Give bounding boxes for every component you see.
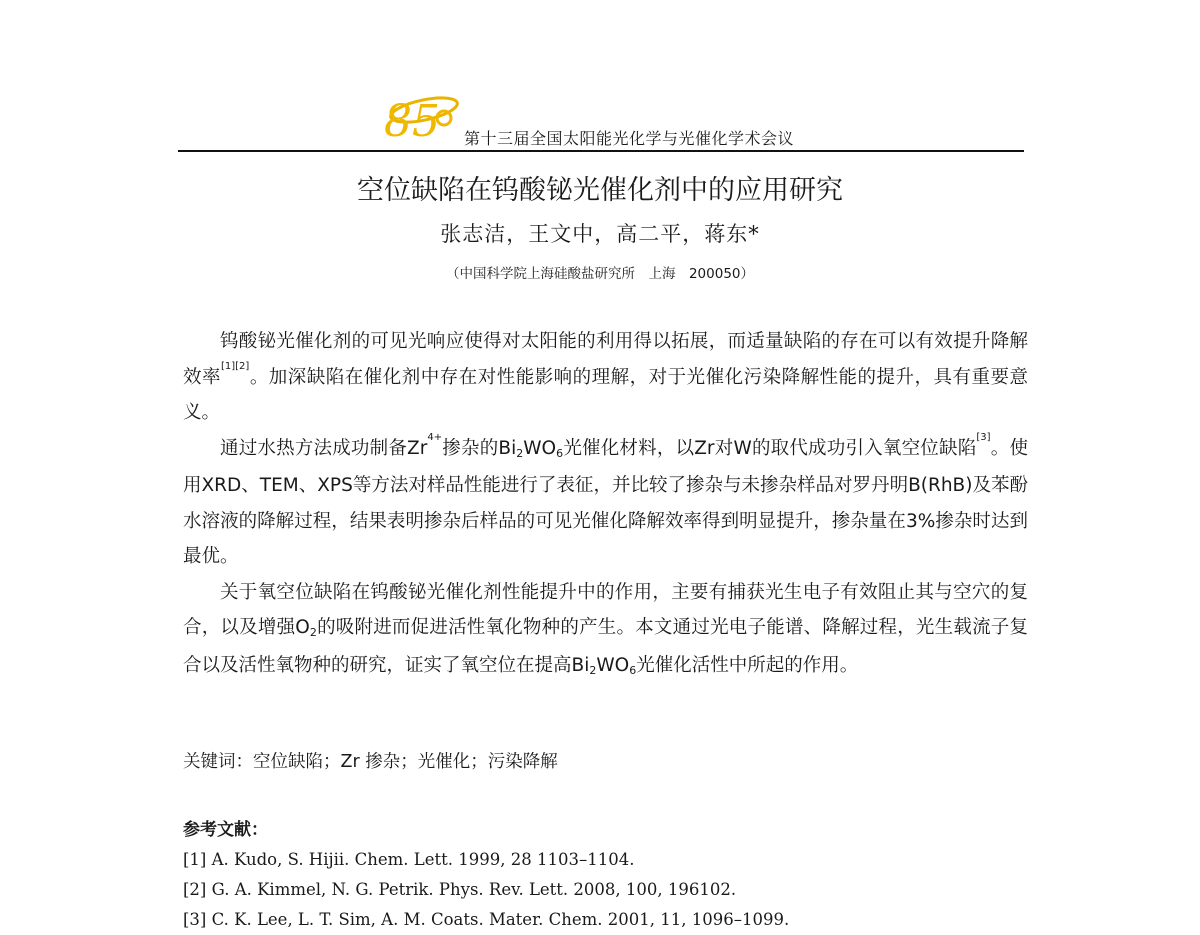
conference-name: 第十三届全国太阳能光化学与光催化学术会议 [464, 129, 795, 148]
paragraph-3: 关于氧空位缺陷在钨酸铋光催化剂性能提升中的作用，主要有捕获光生电子有效阻止其与空穴的复合，以及增强$O_2$的吸附进而促进活性氧化物种的产生。本文通过光电子能谱、降解过程，光生载流子复合以及活性氧物种的研究，证实了氧空位在提高$Bi_2WO_6$光催化活性中所起的作用。 [183, 581, 1028, 677]
keywords: 关键词：空位缺陷；Zr 掺杂；光催化；污染降解 [183, 752, 558, 772]
affiliation: （中国科学院上海硅酸盐研究所 上海 200050） [445, 266, 755, 282]
header-rule [178, 150, 1024, 152]
paper-title: 空位缺陷在钨酸铋光催化剂中的应用研究 [357, 175, 843, 206]
references-heading: 参考文献： [183, 820, 268, 840]
logo-text: 85 [384, 96, 440, 144]
reference-item: [1] A. Kudo, S. Hijii. Chem. Lett. 1999, 28 1103–1104. [183, 850, 635, 869]
paragraph-2: 通过水热方法成功制备$Zr^{4+}$掺杂的$Bi_2WO_6$光催化材料，以Zr对W的取代成功引入氧空位缺陷[3]。使用XRD、TEM、XPS等方法对样品性能进行了表征，并比较了掺杂与未掺杂样品对罗丹明B(RhB)及苯酚水溶液的降解过程，结果表明掺杂后样品的可见光催化降解效率得到明显提升，掺杂量在3%掺杂时达到最优。 [183, 431, 1028, 567]
conference-logo [378, 88, 464, 144]
reference-list [183, 845, 789, 935]
abstract-body [183, 324, 1028, 685]
reference-item: [3] C. K. Lee, L. T. Sim, A. M. Coats. Mater. Chem. 2001, 11, 1096–1099. [183, 910, 790, 929]
paragraph-1: 钨酸铋光催化剂的可见光响应使得对太阳能的利用得以拓展，而适量缺陷的存在可以有效提升降解效率[1][2]。加深缺陷在催化剂中存在对性能影响的理解，对于光催化污染降解性能的提升，具有重要意义。 [183, 331, 1028, 423]
author-list: 张志洁，王文中，高二平，蒋东* [440, 222, 760, 246]
reference-item: [2] G. A. Kimmel, N. G. Petrik. Phys. Rev. Lett. 2008, 100, 196102. [183, 880, 737, 899]
